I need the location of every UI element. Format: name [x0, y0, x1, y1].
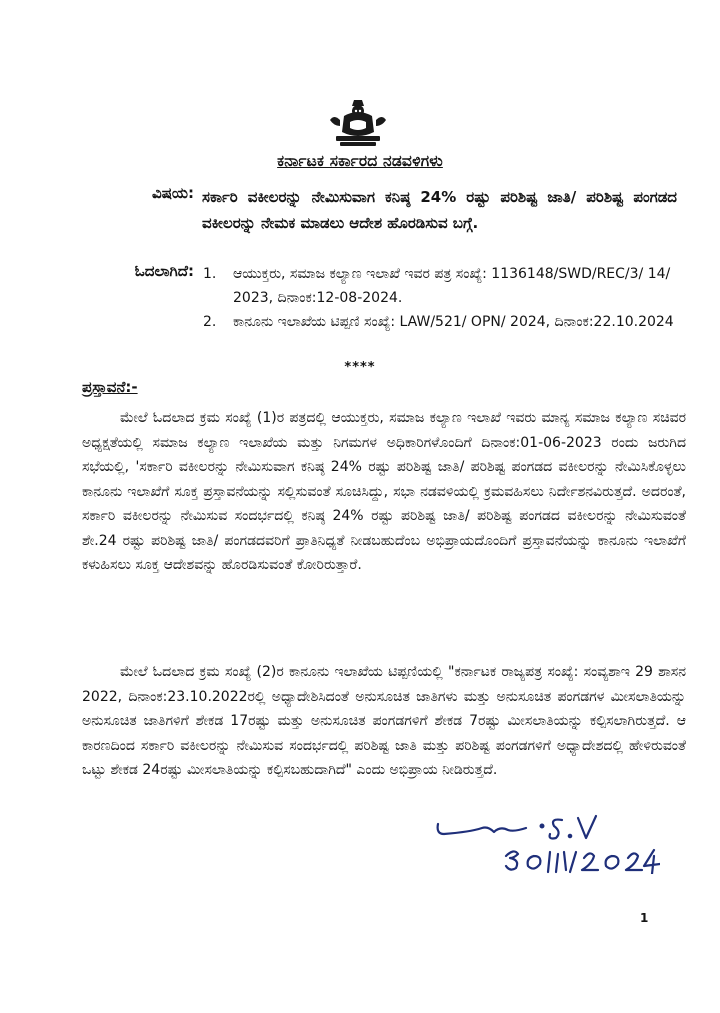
state-emblem-icon [326, 98, 390, 148]
reference-text: ಆಯುಕ್ತರು, ಸಮಾಜ ಕಲ್ಯಾಣ ಇಲಾಖೆ ಇವರ ಪತ್ರ ಸಂಖ್ಯೆ: 1136148/SWD/REC/3/ 14/ 2023, ದಿನಾಂಕ:12-08-2024. [233, 266, 671, 306]
references-list [203, 262, 683, 334]
document-title: ಕರ್ನಾಟಕ ಸರ್ಕಾರದ ನಡವಳಿಗಳು [277, 152, 443, 170]
reference-number: 1. [203, 266, 217, 282]
subject-text: ಸರ್ಕಾರಿ ವಕೀಲರನ್ನು ನೇಮಿಸುವಾಗ ಕನಿಷ್ಠ 24% ರಷ್ಟು ಪರಿಶಿಷ್ಟ ಜಾತಿ/ ಪರಿಶಿಷ್ಟ ಪಂಗಡದ ವಕೀಲರನ್ನು ನೇಮಕ ಮಾಡಲು ಆದೇಶ ಹೊರಡಿಸುವ ಬಗ್ಗೆ. [202, 188, 677, 232]
handwritten-signature [430, 812, 660, 874]
page-number: 1 [640, 911, 649, 925]
subject-label: ವಿಷಯ: [152, 184, 194, 202]
section-separator: **** [344, 360, 376, 375]
preamble-paragraph-2: ಮೇಲೆ ಓದಲಾದ ಕ್ರಮ ಸಂಖ್ಯೆ (2)ರ ಕಾನೂನು ಇಲಾಖೆಯ ಟಿಪ್ಪಣಿಯಲ್ಲಿ "ಕರ್ನಾಟಕ ರಾಜ್ಯಪತ್ರ ಸಂಖ್ಯೆ: ಸಂವ್ಯಶಾಇ 29 ಶಾಸನ 2022, ದಿನಾಂಕ:23.10.2022ರಲ್ಲಿ ಅಧ್ಯಾದೇಶಿಸಿದಂತೆ ಅನುಸೂಚಿತ ಜಾತಿಗಳು ಮತ್ತು ಅನುಸೂಚಿತ ಪಂಗಡಗಳ ಮೀಸಲಾತಿಯನ್ನು ಅನುಸೂಚಿತ ಜಾತಿಗಳಿಗೆ ಶೇಕಡ 17ರಷ್ಟು ಮತ್ತು ಅನುಸೂಚಿತ ಪಂಗಡಗಳಿಗೆ ಶೇಕಡ 7ರಷ್ಟು ಮೀಸಲಾತಿಯನ್ನು ಕಲ್ಪಿಸಲಾಗಿರುತ್ತದೆ. ಆ ಕಾರಣದಿಂದ ಸರ್ಕಾರಿ ವಕೀಲರನ್ನು ನೇಮಿಸುವ ಸಂದರ್ಭದಲ್ಲಿ ಪರಿಶಿಷ್ಟ ಜಾತಿ ಮತ್ತು ಪರಿಶಿಷ್ಟ ಪಂಗಡಗಳಿಗೆ ಅಧ್ಯಾದೇಶದಲ್ಲಿ ಹೇಳಿರುವಂತೆ ಒಟ್ಟು ಶೇಕಡ 24ರಷ್ಟು ಮೀಸಲಾತಿಯನ್ನು ಕಲ್ಪಿಸಬಹುದಾಗಿದೆ" ಎಂದು ಅಭಿಪ್ರಾಯ ನೀಡಿರುತ್ತದೆ. [82, 664, 686, 778]
references-label: ಓದಲಾಗಿದೆ: [134, 262, 194, 280]
preamble-paragraph-1: ಮೇಲೆ ಓದಲಾದ ಕ್ರಮ ಸಂಖ್ಯೆ (1)ರ ಪತ್ರದಲ್ಲಿ ಆಯುಕ್ತರು, ಸಮಾಜ ಕಲ್ಯಾಣ ಇಲಾಖೆ ಇವರು ಮಾನ್ಯ ಸಮಾಜ ಕಲ್ಯಾಣ ಸಚಿವರ ಅಧ್ಯಕ್ಷತೆಯಲ್ಲಿ ಸಮಾಜ ಕಲ್ಯಾಣ ಇಲಾಖೆಯ ಮತ್ತು ನಿಗಮಗಳ ಅಧಿಕಾರಿಗಳೊಂದಿಗೆ ದಿನಾಂಕ:01-06-2023 ರಂದು ಜರುಗಿದ ಸಭೆಯಲ್ಲಿ, 'ಸರ್ಕಾರಿ ವಕೀಲರನ್ನು ನೇಮಿಸುವಾಗ ಕನಿಷ್ಠ 24% ರಷ್ಟು ಪರಿಶಿಷ್ಟ ಜಾತಿ/ ಪರಿಶಿಷ್ಟ ಪಂಗಡದ ವಕೀಲರನ್ನು ನೇಮಿಸಿಕೊಳ್ಳಲು ಕಾನೂನು ಇಲಾಖೆಗೆ ಸೂಕ್ತ ಪ್ರಸ್ತಾವನೆಯನ್ನು ಸಲ್ಲಿಸುವಂತೆ ಸೂಚಿಸಿದ್ದು, ಸಭಾ ನಡವಳಿಯಲ್ಲಿ ಕ್ರಮವಹಿಸಲು ನಿರ್ದೇಶನವಿರುತ್ತದೆ. ಅದರಂತೆ, ಸರ್ಕಾರಿ ವಕೀಲರನ್ನು ನೇಮಿಸುವ ಸಂದರ್ಭದಲ್ಲಿ ಕನಿಷ್ಠ 24% ರಷ್ಟು ಪರಿಶಿಷ್ಟ ಜಾತಿ/ ಪರಿಶಿಷ್ಟ ಪಂಗಡದ ವಕೀಲರನ್ನು ನೇಮಿಸುವಂತೆ ಶೇ.24 ರಷ್ಟು ಪರಿಶಿಷ್ಟ ಜಾತಿ/ ಪಂಗಡದವರಿಗೆ ಪ್ರಾತಿನಿಧ್ಯತೆ ನೀಡಬಹುದೆಂಬ ಅಭಿಪ್ರಾಯದೊಂದಿಗೆ ಪ್ರಸ್ತಾವನೆಯನ್ನು ಕಾನೂನು ಇಲಾಖೆಗೆ ಕಳುಹಿಸಲು ಸೂಕ್ತ ಆದೇಶವನ್ನು ಹೊರಡಿಸುವಂತೆ ಕೋರಿರುತ್ತಾರೆ. [82, 410, 686, 573]
list-item [203, 310, 683, 334]
reference-text: ಕಾನೂನು ಇಲಾಖೆಯ ಟಿಪ್ಪಣಿ ಸಂಖ್ಯೆ: LAW/521/ OPN/ 2024, ದಿನಾಂಕ:22.10.2024 [233, 314, 674, 330]
reference-number: 2. [203, 314, 217, 330]
list-item [203, 262, 683, 310]
preamble-heading: ಪ್ರಸ್ತಾವನೆ:- [82, 378, 138, 396]
